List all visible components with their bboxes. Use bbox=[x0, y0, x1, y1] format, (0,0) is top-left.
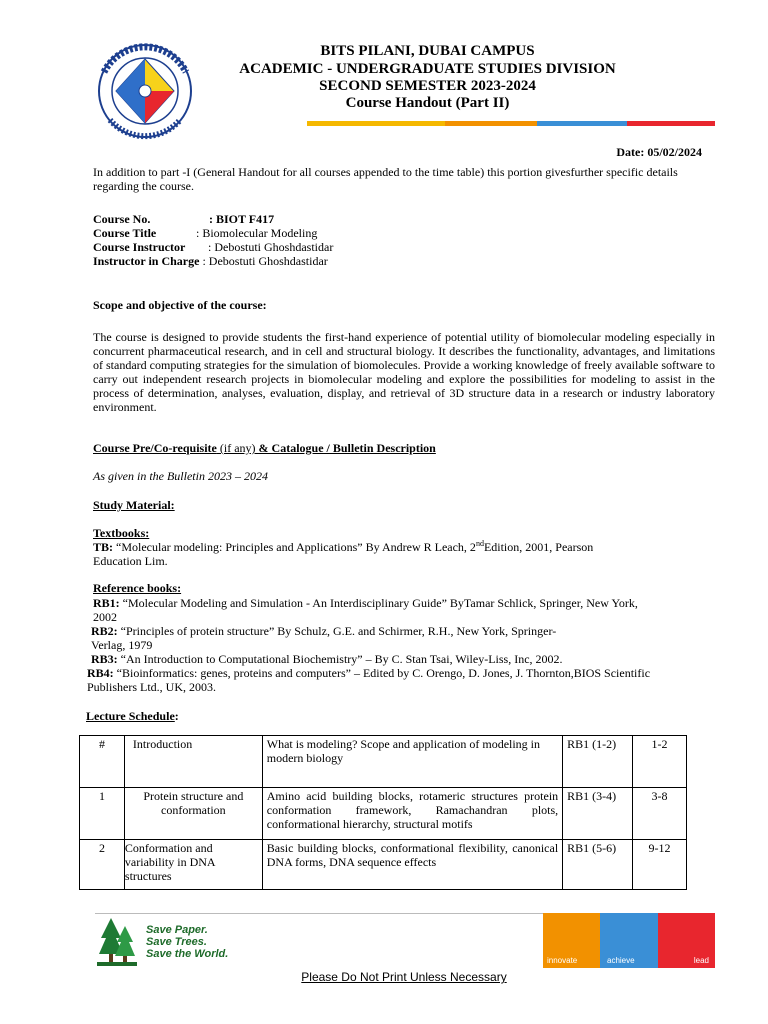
print-note: Please Do Not Print Unless Necessary bbox=[301, 970, 507, 984]
module-title: Conformation and variability in DNA structures bbox=[124, 840, 262, 890]
reference-rb4: RB4: “Bioinformatics: genes, proteins and computers” – Edited by C. Orengo, D. Jones, J. Thornton,BIOS Scientific Publishers Ltd., UK, 2003. bbox=[87, 666, 651, 694]
course-instructor-label: Course Instructor bbox=[93, 240, 186, 254]
reference-books-heading: Reference books: bbox=[93, 581, 182, 595]
topics-cell: Amino acid building blocks, rotameric structures protein conformation framework, Ramachandran plots, conformational hierarchy, structural motifs bbox=[262, 788, 562, 840]
reference-rb1: RB1: “Molecular Modeling and Simulation - An Interdisciplinary Guide” ByTamar Schlick, Springer, New York, 2002 bbox=[93, 596, 638, 624]
module-title: Protein structure and conformation bbox=[124, 788, 262, 840]
scope-paragraph: The course is designed to provide students the first-hand experience of potential utility of biomolecular modeling especially in concurrent pharmaceutical research, and in cell and structural biology. It describes the functionality, advantages, and limitations of standard computing strategies for the simulation of biomolecules. Provide a working knowledge of freely available software to carry out independent research projects in biomolecular modeling and explore the possibilities for modeling to assist in the process of determination, analyses, evaluation, display, and retrieval of 3D structure data in a research or industry laboratory environment. bbox=[93, 330, 715, 414]
header-color-stripe bbox=[307, 121, 715, 126]
banner-achieve: achieve bbox=[600, 913, 658, 968]
lecture-number: # bbox=[80, 736, 125, 788]
banner-lead: lead bbox=[658, 913, 715, 968]
tree-icon bbox=[97, 916, 137, 968]
reference-cell: RB1 (3-4) bbox=[563, 788, 633, 840]
topics-cell: What is modeling? Scope and application of modeling in modern biology bbox=[262, 736, 562, 788]
scope-heading: Scope and objective of the course: bbox=[93, 298, 267, 312]
campus-title: BITS PILANI, DUBAI CAMPUS bbox=[320, 43, 535, 59]
reference-cell: RB1 (5-6) bbox=[563, 840, 633, 890]
bulletin-note: As given in the Bulletin 2023 – 2024 bbox=[93, 469, 268, 483]
instructor-incharge-value: : Debostuti Ghoshdastidar bbox=[202, 254, 328, 268]
course-title-label: Course Title bbox=[93, 226, 157, 240]
handout-title: Course Handout (Part II) bbox=[345, 95, 510, 111]
lecture-schedule-heading: Lecture Schedule: bbox=[86, 709, 179, 723]
semester-title: SECOND SEMESTER 2023-2024 bbox=[319, 78, 536, 94]
course-details bbox=[93, 212, 493, 268]
intro-paragraph: In addition to part -I (General Handout for all courses appended to the time table) this portion givesfurther specific details regarding the course. bbox=[93, 165, 678, 193]
bits-pilani-logo bbox=[90, 42, 200, 140]
reference-cell: RB1 (1-2) bbox=[563, 736, 633, 788]
lecture-range: 3-8 bbox=[633, 788, 687, 840]
textbooks-heading: Textbooks: bbox=[93, 526, 150, 540]
study-material-heading: Study Material: bbox=[93, 498, 175, 512]
course-no-label: Course No. bbox=[93, 212, 151, 226]
reference-rb3: RB3: “An Introduction to Computational Biochemistry” – By C. Stan Tsai, Wiley-Liss, Inc, 2002. bbox=[91, 652, 563, 666]
lecture-number: 1 bbox=[80, 788, 125, 840]
prereq-heading: Course Pre/Co-requisite (if any) & Catalogue / Bulletin Description bbox=[93, 441, 436, 455]
course-no-value: : BIOT F417 bbox=[209, 212, 275, 226]
innovate-achieve-lead-banner bbox=[543, 913, 715, 968]
division-title: ACADEMIC - UNDERGRADUATE STUDIES DIVISION bbox=[239, 61, 616, 77]
banner-innovate: innovate bbox=[543, 913, 600, 968]
course-title-value: : Biomolecular Modeling bbox=[196, 226, 318, 240]
module-title: Introduction bbox=[124, 736, 262, 788]
textbook-tb: TB: “Molecular modeling: Principles and Applications” By Andrew R Leach, 2ndEdition, 2001, Pearson Education Lim. bbox=[93, 539, 594, 568]
table-row bbox=[80, 736, 687, 788]
table-row bbox=[80, 788, 687, 840]
lecture-range: 1-2 bbox=[633, 736, 687, 788]
course-instructor-value: : Debostuti Ghoshdastidar bbox=[208, 240, 334, 254]
reference-rb2: RB2: “Principles of protein structure” By Schulz, G.E. and Schirmer, R.H., New York, Springer- Verlag, 1979 bbox=[91, 624, 557, 652]
lecture-number: 2 bbox=[80, 840, 125, 890]
instructor-incharge-label: Instructor in Charge bbox=[93, 254, 200, 268]
table-row bbox=[80, 840, 687, 890]
lecture-range: 9-12 bbox=[633, 840, 687, 890]
handout-date: Date: 05/02/2024 bbox=[616, 145, 702, 159]
lecture-schedule-table bbox=[79, 735, 687, 890]
topics-cell: Basic building blocks, conformational flexibility, canonical DNA forms, DNA sequence effects bbox=[262, 840, 562, 890]
save-paper-slogan: Save Paper. Save Trees. Save the World. bbox=[146, 924, 229, 960]
